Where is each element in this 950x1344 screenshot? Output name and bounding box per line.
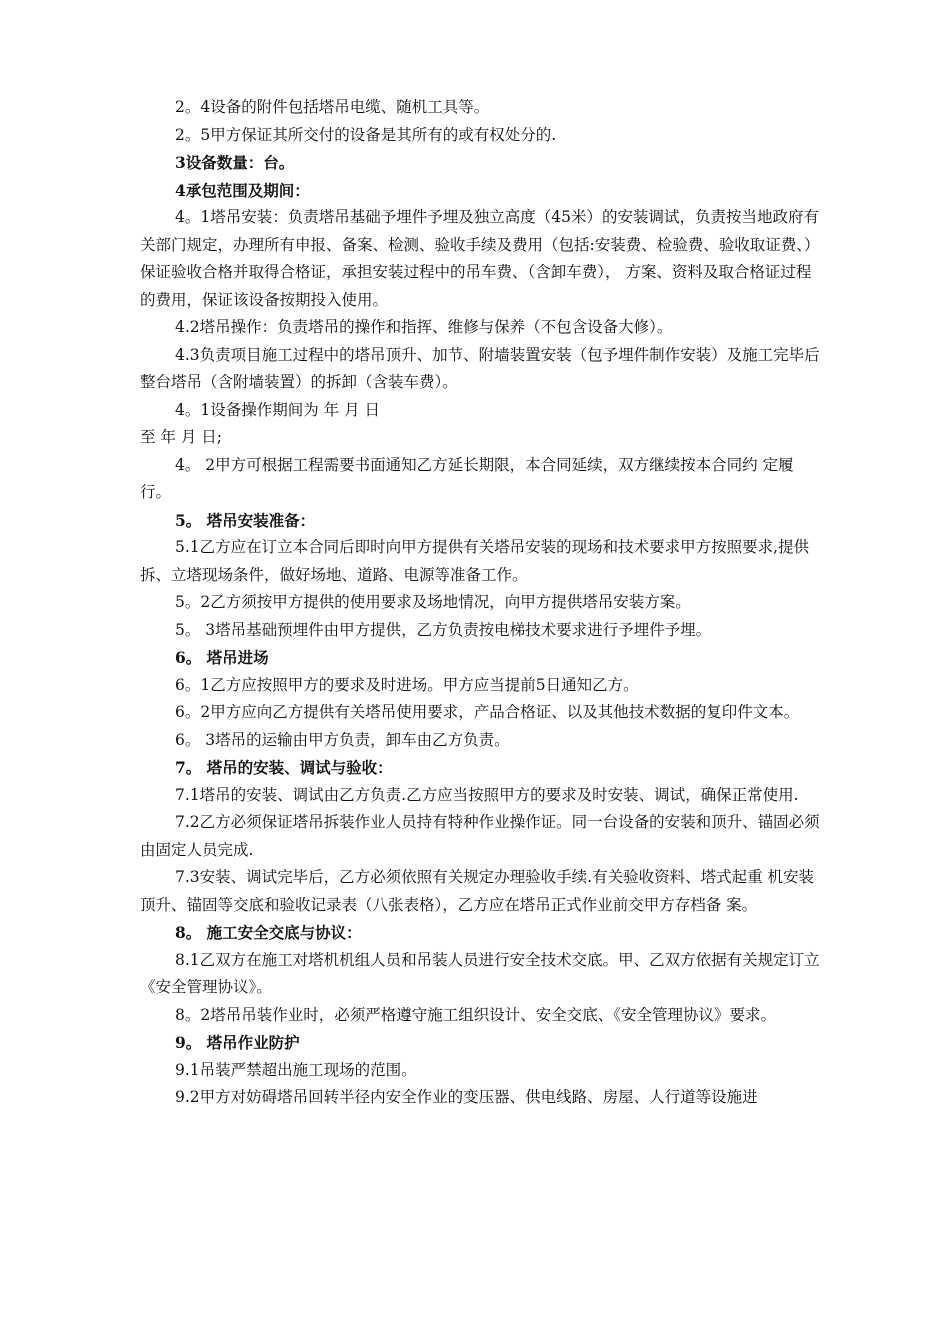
paragraph-7-2: 7.2乙方必须保证塔吊拆装作业人员持有特种作业操作证。同一台设备的安装和顶升、锚固必须由固定人员完成. xyxy=(140,813,820,859)
paragraph-4-1-installation: 4。1塔吊安装：负责塔吊基础予埋件予埋及独立高度（45米）的安装调试，负责按当地政府有关部门规定，办理所有申报、备案、检测、验收手续及费用（包括:安装费、检验费、验收取证费、）保证验收合格并取得合格证，承担安装过程中的吊车费、（含卸车费）， 方案、资料及取合格证过程的费用，保证该设备按期投入使用。 xyxy=(140,208,820,309)
document-body xyxy=(140,94,820,1112)
paragraph-5-1: 5.1乙方应在订立本合同后即时向甲方提供有关塔吊安装的现场和技术要求甲方按照要求,提供拆、立塔现场条件，做好场地、道路、电源等准备工作。 xyxy=(140,538,810,584)
paragraph-9-1: 9.1吊装严禁超出施工现场的范围。 xyxy=(175,1060,417,1079)
paragraph-8-2: 8。2塔吊吊装作业时，必须严格遵守施工组织设计、安全交底、《安全管理协议》要求。 xyxy=(175,1005,776,1024)
paragraph-7-3: 7.3安装、调试完毕后，乙方必须依照有关规定办理验收手续.有关验收资料、塔式起重 机安装顶升、锚固等交底和验收记录表（八张表格），乙方应在塔吊正式作业前交甲方存档备 案。 xyxy=(140,868,815,914)
paragraph-5-3: 5。 3塔吊基础预埋件由甲方提供，乙方负责按电梯技术要求进行予埋件予埋。 xyxy=(175,620,712,639)
paragraph-period-end: 至 年 月 日; xyxy=(140,428,223,446)
paragraph-6-1: 6。1乙方应按照甲方的要求及时进场。甲方应当提前5日通知乙方。 xyxy=(175,675,639,694)
heading-4-scope: 4承包范围及期间： xyxy=(175,180,310,200)
paragraph-2-5: 2。5甲方保证其所交付的设备是其所有的或有权处分的. xyxy=(175,125,557,144)
heading-9-protection: 9。 塔吊作业防护 xyxy=(175,1033,300,1052)
paragraph-6-2: 6。2甲方应向乙方提供有关塔吊使用要求，产品合格证、以及其他技术数据的复印件文本。 xyxy=(175,703,800,721)
heading-5-preparation: 5。 塔吊安装准备： xyxy=(175,510,316,530)
paragraph-4-2-extension: 4。 2甲方可根据工程需要书面通知乙方延长期限，本合同延续，双方继续按本合同约 定履行。 xyxy=(140,455,794,501)
paragraph-2-4: 2。4设备的附件包括塔吊电缆、随机工具等。 xyxy=(175,98,490,116)
heading-7-acceptance: 7。 塔吊的安装、调试与验收： xyxy=(175,758,393,777)
paragraph-8-1: 8.1乙双方在施工对塔机机组人员和吊装人员进行安全技术交底。甲、乙双方依据有关规定订立《安全管理协议》。 xyxy=(140,950,820,996)
paragraph-7-1: 7.1塔吊的安装、调试由乙方负责.乙方应当按照甲方的要求及时安装、调试，确保正常使用. xyxy=(175,785,799,804)
paragraph-4-2-operation: 4.2塔吊操作：负责塔吊的操作和指挥、维修与保养（不包含设备大修）。 xyxy=(175,318,673,336)
heading-6-entry: 6。 塔吊进场 xyxy=(175,648,269,667)
paragraph-4-1-period: 4。1设备操作期间为 年 月 日 xyxy=(175,400,381,419)
heading-3-quantity: 3设备数量：台。 xyxy=(175,153,295,172)
paragraph-6-3: 6。 3塔吊的运输由甲方负责，卸车由乙方负责。 xyxy=(175,730,510,749)
paragraph-4-3-jacking: 4.3负责项目施工过程中的塔吊顶升、加节、附墙装置安装（包予埋件制作安装）及施工完毕后整台塔吊（含附墙装置）的拆卸（含装车费）。 xyxy=(140,345,820,391)
paragraph-5-2: 5。2乙方须按甲方提供的使用要求及场地情况，向甲方提供塔吊安装方案。 xyxy=(175,593,691,611)
heading-8-safety: 8。 施工安全交底与协议： xyxy=(175,923,362,942)
paragraph-9-2: 9.2甲方对妨碍塔吊回转半径内安全作业的变压器、供电线路、房屋、人行道等设施进 xyxy=(175,1088,758,1106)
